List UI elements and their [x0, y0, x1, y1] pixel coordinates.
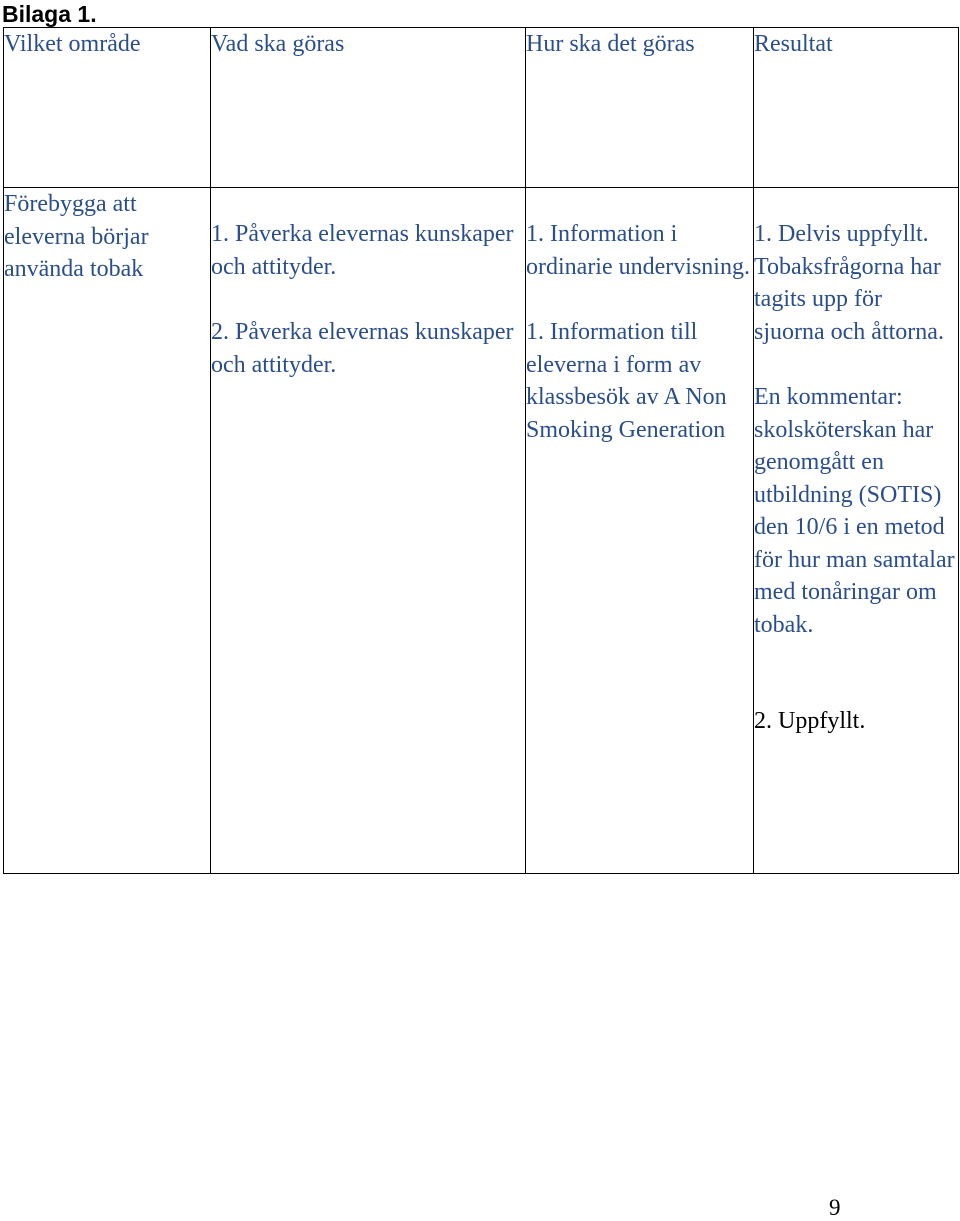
area-text: Förebygga att eleverna börjar använda tobak	[4, 191, 149, 282]
page-number: 9	[829, 1195, 841, 1220]
action-item-2: 2. Påverka elevernas kunskaper och attityder.	[211, 319, 514, 378]
result-item-1: 1. Delvis uppfyllt. Tobaksfrågorna har tagits upp för sjuorna och åttorna.	[754, 221, 944, 345]
action-plan-table	[3, 27, 959, 874]
header-row	[4, 28, 959, 188]
header-what: Vad ska göras	[211, 28, 526, 188]
area-cell	[4, 188, 211, 874]
result-comment: En kommentar: skolsköterskan har genomgått en utbildning (SOTIS) den 10/6 i en metod för hur man samtalar med tonåringar om tobak.	[754, 384, 955, 638]
action-item-1: 1. Påverka elevernas kunskaper och attityder.	[211, 221, 514, 280]
page-heading: Bilaga 1.	[2, 1, 97, 27]
actions-cell	[211, 188, 526, 874]
header-area: Vilket område	[4, 28, 211, 188]
table-row	[4, 188, 959, 874]
method-item-1: 1. Information i ordinarie undervisning.	[526, 221, 750, 280]
results-cell	[754, 188, 959, 874]
header-how: Hur ska det göras	[526, 28, 754, 188]
methods-cell	[526, 188, 754, 874]
header-result: Resultat	[754, 28, 959, 188]
method-item-2: 1. Information till eleverna i form av klassbesök av A Non Smoking Generation	[526, 319, 727, 443]
result-item-2: 2. Uppfyllt.	[754, 708, 866, 734]
